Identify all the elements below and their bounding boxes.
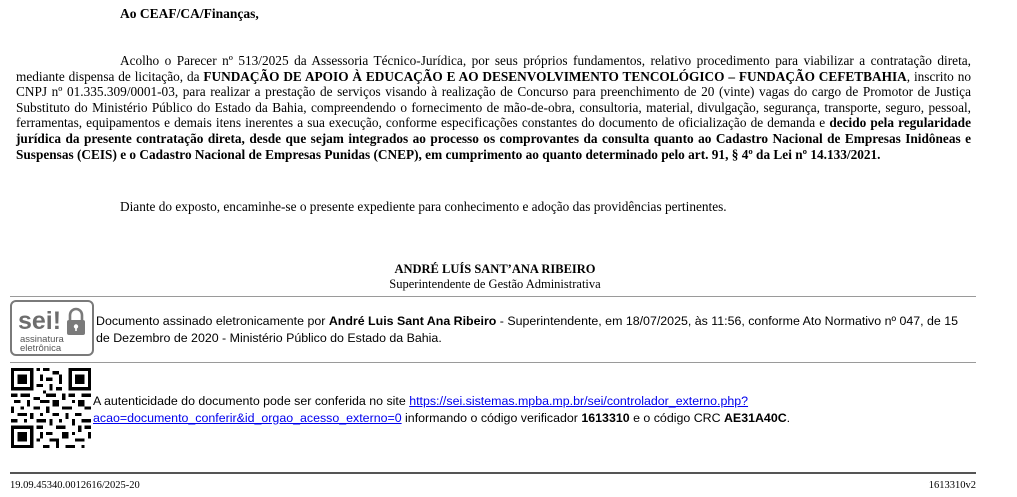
qr-code-icon	[11, 368, 91, 448]
signature-prefix: Documento assinado eletronicamente por	[96, 314, 329, 328]
signature-statement	[96, 313, 966, 347]
authenticity-and-crc: e o código CRC	[629, 411, 724, 425]
verifier-code: 1613310	[581, 411, 630, 425]
body-text-part2: , inscrito no CNPJ nº 01.335.309/0001-03, para realizar a prestação de serviços visando à realização de Concurso para preenchimento de 20 (vinte) vagas do cargo de Promotor de Justiça Substituto do Ministério Público do Estado da Bahia, compreendendo o fornecimento de mão-de-obra, consultoria, material, divulgação, segurança, transporte, seguro, pessoal, ferramentas, equipamentos e demais itens inerentes a sua execução, conforme especificações constantes do documento de oficialização de demanda e	[16, 68, 972, 131]
verification-link-line2: acao=documento_conferir&id_orgao_acesso_externo=0	[93, 411, 402, 425]
sei-logo-word: sei!	[18, 307, 62, 335]
closing-paragraph: Diante do exposto, encaminhe-se o presente expediente para conhecimento e adoção das providências pertinentes.	[120, 199, 727, 214]
authenticity-statement	[93, 393, 973, 427]
divider	[10, 296, 976, 297]
signature-signer-name: André Luis Sant Ana Ribeiro	[328, 314, 497, 328]
process-number: 19.09.45340.0012616/2025-20	[10, 480, 140, 491]
body-paragraph	[16, 53, 971, 162]
decision-text: decido pela regularidade jurídica da presente contratação direta, desde que sejam integrados ao processo os comprovantes da consulta quanto ao Cadastro Nacional de Empresas Inidôneas e Suspensas (CEIS) e o Cadastro Nacional de Empresas Punidas (CNEP), em cumprimento ao quanto determinado pelo art. 91, § 4º da Lei nº 14.133/2021.	[16, 115, 971, 162]
foundation-name: FUNDAÇÃO DE APOIO À EDUCAÇÃO E AO DESENVOLVIMENTO TENCOLÓGICO – FUNDAÇÃO CEFETBAHIA	[203, 68, 907, 84]
addressee: Ao CEAF/CA/Finanças,	[120, 6, 259, 21]
body-text-part1: Acolho o Parecer nº 513/2025 da Assessoria Técnico-Jurídica, por seus próprios fundamentos, relativo procedimento para viabilizar a contratação direta, mediante dispensa de licitação, da	[16, 53, 971, 84]
authenticity-middle: informando o código verificador	[401, 411, 582, 425]
sei-logo-line1: assinatura	[20, 334, 64, 345]
verification-link-line1: https://sei.sistemas.mpba.mp.br/sei/controlador_externo.php?	[409, 394, 749, 408]
crc-code: AE31A40C	[723, 411, 787, 425]
divider	[10, 362, 976, 363]
footer-divider	[10, 472, 976, 474]
sei-assinatura-eletronica-logo	[10, 300, 94, 356]
signer-name: ANDRÉ LUÍS SANT’ANA RIBEIRO	[394, 262, 596, 276]
document-version: 1613310v2	[928, 480, 976, 491]
authenticity-end: .	[786, 411, 791, 425]
signature-suffix: - Superintendente, em 18/07/2025, às 11:56, conforme Ato Normativo nº 047, de 15 de Dezembro de 2020 - Ministério Público do Estado da Bahia.	[96, 314, 959, 345]
authenticity-prefix: A autenticidade do documento pode ser conferida no site	[93, 394, 410, 408]
signer-role: Superintendente de Gestão Administrativa	[389, 277, 601, 291]
sei-logo-line2: eletrônica	[20, 343, 62, 354]
